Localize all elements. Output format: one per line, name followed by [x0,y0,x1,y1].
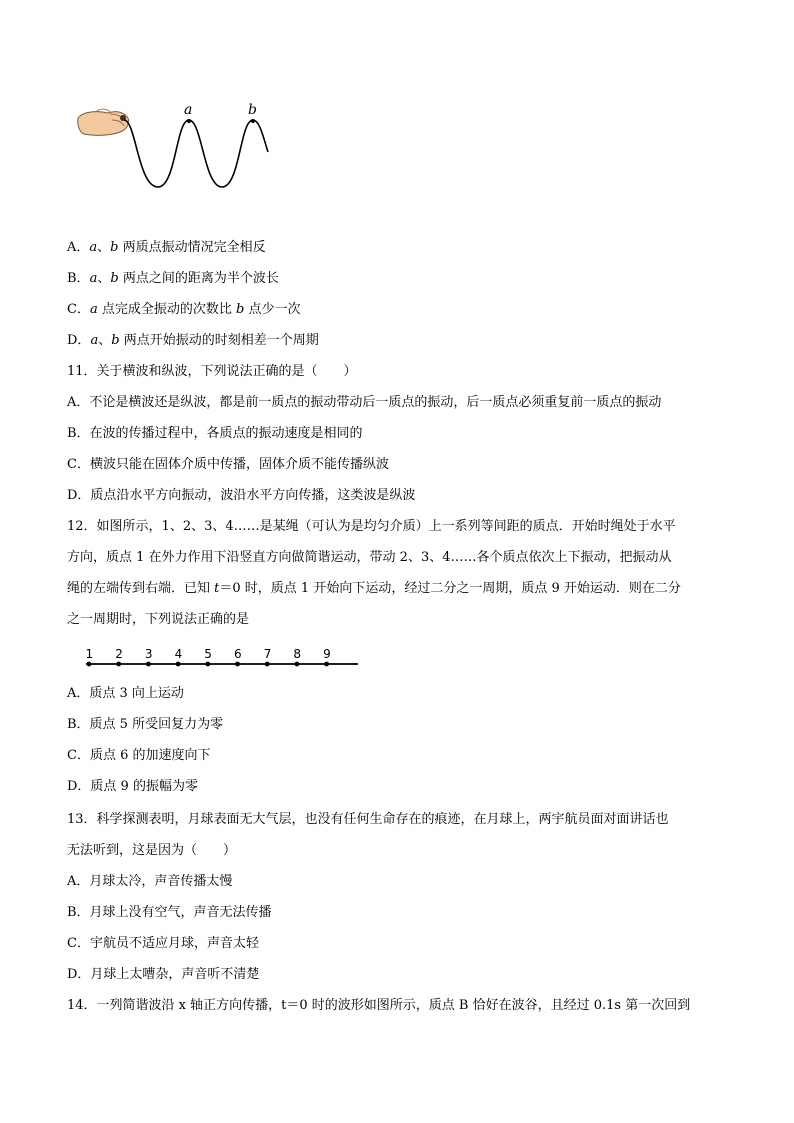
hand-icon [78,109,129,135]
q10-option-a: A．a、b 两质点振动情况完全相反 [67,240,266,255]
q12-stem-line2: 方向，质点 1 在外力作用下沿竖直方向做简谐运动，带动 2、3、4……各个质点依次上下振动，把振动从 [67,550,672,565]
rope-point-label-4: 4 [174,647,183,661]
q10-option-c: C．a 点完成全振动的次数比 b 点少一次 [67,302,301,317]
q12-option-a: A．质点 3 向上运动 [67,686,184,701]
q13-option-c: C．宇航员不适应月球，声音太轻 [67,936,259,951]
q12-option-d: D．质点 9 的振幅为零 [67,779,198,794]
rope-point-label-6: 6 [234,647,242,661]
rope-point-2 [116,662,121,667]
q13-option-a: A．月球太冷，声音传播太慢 [67,874,233,889]
rope-point-8 [295,662,300,667]
rope-point-label-8: 8 [293,647,302,661]
rope-point-9 [324,662,329,667]
rope-point-label-1: 1 [85,647,94,661]
rope-points-figure [84,644,364,672]
q12-option-c: C．质点 6 的加速度向下 [67,748,211,763]
point-b-marker [251,119,255,123]
q10-option-b: B．a、b 两点之间的距离为半个波长 [67,271,279,286]
rope-point-3 [146,662,151,667]
rope-point-label-2: 2 [115,647,123,661]
rope-point-4 [176,662,181,667]
q12-stem-line1: 12．如图所示，1、2、3、4……是某绳（可认为是均匀介质）上一系列等间距的质点．开始时绳处于水平 [67,519,676,534]
rope-point-label-9: 9 [323,647,331,661]
q13-stem-line2: 无法听到，这是因为（ ） [67,843,237,858]
q11-option-b: B．在波的传播过程中，各质点的振动速度是相同的 [67,426,363,441]
point-a-label: a [184,102,193,118]
point-b-label: b [248,102,257,118]
q11-option-d: D．质点沿水平方向振动，波沿水平方向传播，这类波是纵波 [67,488,416,503]
rope-point-6 [235,662,240,667]
q12-stem-line4: 之一周期时，下列说法正确的是 [67,612,250,627]
q13-stem-line1: 13．科学探测表明，月球表面无大气层，也没有任何生命存在的痕迹，在月球上，两宇航员面对面讲话也 [67,812,669,827]
q12-stem-line3: 绳的左端传到右端．已知 t＝0 时，质点 1 开始向下运动，经过二分之一周期，质点 9 开始运动．则在二分 [67,581,681,596]
q11-stem: 11．关于横波和纵波，下列说法正确的是（ ） [67,364,357,379]
point-a-marker [187,119,191,123]
q11-option-c: C．横波只能在固体介质中传播，固体介质不能传播纵波 [67,457,389,472]
q10-option-d: D．a、b 两点开始振动的时刻相差一个周期 [67,333,319,348]
q13-option-b: B．月球上没有空气，声音无法传播 [67,905,272,920]
rope-point-7 [265,662,270,667]
q11-option-a: A．不论是横波还是纵波，都是前一质点的振动带动后一质点的振动，后一质点必须重复前一质点的振动 [67,395,662,410]
rope-point-1 [87,662,92,667]
q14-stem-line1: 14．一列简谐波沿 x 轴正方向传播，t＝0 时的波形如图所示，质点 B 恰好在波谷，且经过 0.1s 第一次回到 [67,998,691,1013]
rope-point-5 [205,662,210,667]
q12-option-b: B．质点 5 所受回复力为零 [67,717,224,732]
wave-rope-figure [76,100,276,195]
rope-point-label-3: 3 [144,647,153,661]
q13-option-d: D．月球上太嘈杂，声音听不清楚 [67,967,260,982]
rope-point-label-7: 7 [263,647,272,661]
rope-wave [124,120,268,187]
rope-point-label-5: 5 [204,647,212,661]
